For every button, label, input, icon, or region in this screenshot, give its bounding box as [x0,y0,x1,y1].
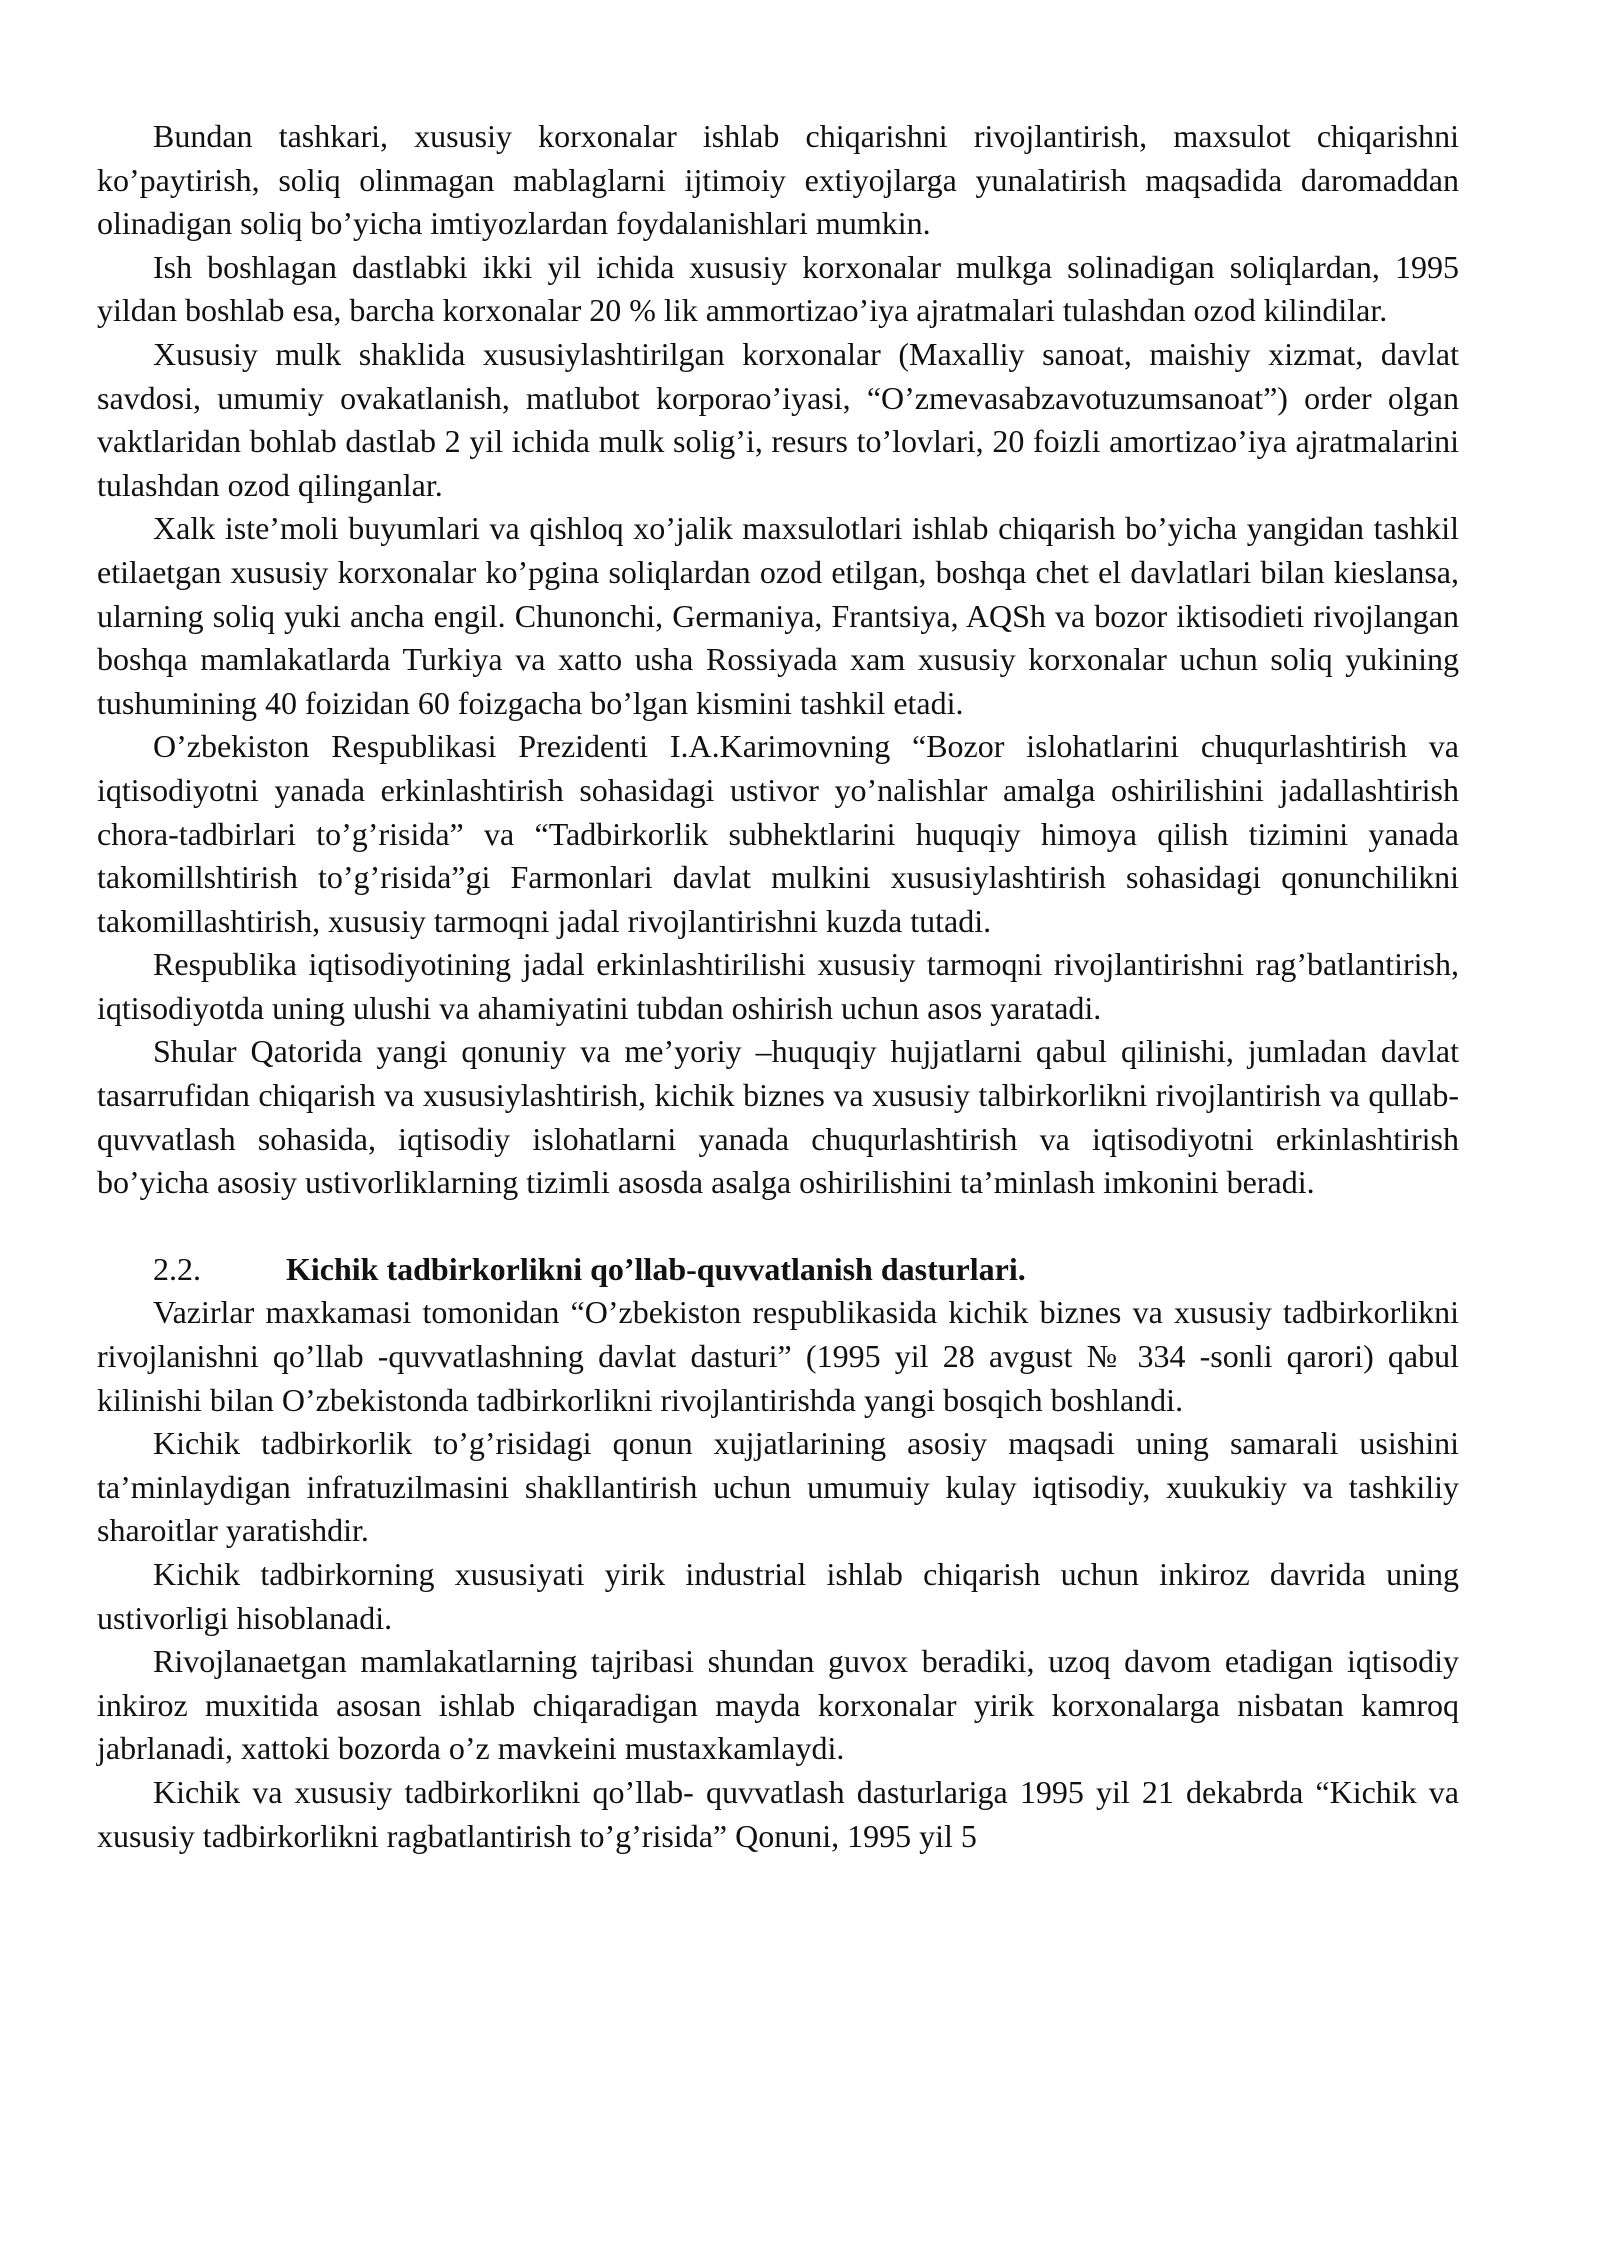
paragraph: O’zbekiston Respublikasi Prezidenti I.A.Karimovning “Bozor islohatlarini chuqurlashtirish va iqtisodiyotni yanada erkinlashtirish sohasidagi ustivor yo’nalishlar amalga oshirilishini jadallashtirish chora-tadbirlari to’g’risida” va “Tadbirkorlik subhektlarini huquqiy himoya qilish tizimini yanada takomillshtirish to’g’risida”gi Farmonlari davlat mulkini xususiylashtirish sohasidagi qonunchilikni takomillashtirish, xususiy tarmoqni jadal rivojlantirishni kuzda tutadi. [97,728,1459,939]
paragraph: Kichik tadbirkorning xususiyati yirik industrial ishlab chiqarish uchun inkiroz davrida uning ustivorligi hisoblanadi. [97,1556,1459,1636]
paragraph: Respublika iqtisodiyotining jadal erkinlashtirilishi xususiy tarmoqni rivojlantirishni rag’batlantirish, iqtisodiyotda uning ulushi va ahamiyatini tubdan oshirish uchun asos yaratadi. [97,946,1459,1026]
paragraph: Vazirlar maxkamasi tomonidan “O’zbekiston respublikasida kichik biznes va xususiy tadbirkorlikni rivojlanishni qo’llab -quvvatlashning davlat dasturi” (1995 yil 28 avgust № 334 -sonli qarori) qabul kilinishi bilan O’zbekistonda tadbirkorlikni rivojlantirishda yangi bosqich boshlandi. [97,1294,1459,1418]
paragraph: Kichik tadbirkorlik to’g’risidagi qonun xujjatlarining asosiy maqsadi uning samarali usishini ta’minlaydigan infratuzilmasini shakllantirish uchun umumuiy kulay iqtisodiy, xuukukiy va tashkiliy sharoitlar yaratishdir. [97,1425,1459,1549]
paragraph: Ish boshlagan dastlabki ikki yil ichida xususiy korxonalar mulkga solinadigan soliqlardan, 1995 yildan boshlab esa, barcha korxonalar 20 % lik ammortizao’iya ajratmalari tulashdan ozod kilindilar. [97,248,1459,329]
paragraph: Kichik va xususiy tadbirkorlikni qo’llab- quvvatlash dasturlariga 1995 yil 21 dekabrda “Kichik va xususiy tadbirkorlikni ragbatlantirish to’g’risida” Qonuni, 1995 yil 5 [97,1773,1459,1854]
paragraph: Bundan tashkari, xususiy korxonalar ishlab chiqarishni rivojlantirish, maxsulot chiqarishni ko’paytirish, soliq olinmagan mablaglarni ijtimoiy extiyojlarga yunalatirish maqsadida daromaddan olinadigan soliq bo’yicha imtiyozlardan foydalanishlari mumkin. [97,118,1459,242]
document-page [97,115,1459,1858]
section-heading [97,1248,1459,1292]
section-number: 2.2. [153,1250,201,1287]
section-title: Kichik tadbirkorlikni qo’llab-quvvatlanish dasturlari. [286,1250,1026,1287]
paragraph: Shular Qatorida yangi qonuniy va me’yoriy –huquqiy hujjatlarni qabul qilinishi, jumladan davlat tasarrufidan chiqarish va xususiylashtirish, kichik biznes va xususiy talbirkorlikni rivojlantirish va qullab-quvvatlash sohasida, iqtisodiy islohatlarni yanada chuqurlashtirish va iqtisodiyotni erkinlashtirish bo’yicha asosiy ustivorliklarning tizimli asosda asalga oshirilishini ta’minlash imkonini beradi. [97,1033,1459,1201]
paragraph: Xalk iste’moli buyumlari va qishloq xo’jalik maxsulotlari ishlab chiqarish bo’yicha yangidan tashkil etilaetgan xususiy korxonalar ko’pgina soliqlardan ozod etilgan, boshqa chet el davlatlari bilan kieslansa, ularning soliq yuki ancha engil. Chunonchi, Germaniya, Frantsiya, AQSh va bozor iktisodieti rivojlangan boshqa mamlakatlarda Turkiya va xatto usha Rossiyada xam xususiy korxonalar uchun soliq yukining tushumining 40 foizidan 60 foizgacha bo’lgan kismini tashkil etadi. [97,510,1459,721]
paragraph: Rivojlanaetgan mamlakatlarning tajribasi shundan guvox beradiki, uzoq davom etadigan iqtisodiy inkiroz muxitida asosan ishlab chiqaradigan mayda korxonalar yirik korxonalarga nisbatan kamroq jabrlanadi, xattoki bozorda o’z mavkeini mustaxkamlaydi. [97,1643,1459,1767]
paragraph: Xususiy mulk shaklida xususiylashtirilgan korxonalar (Maxalliy sanoat, maishiy xizmat, davlat savdosi, umumiy ovakatlanish, matlubot korporao’iyasi, “O’zmevasabzavotuzumsanoat”) order olgan vaktlaridan bohlab dastlab 2 yil ichida mulk solig’i, resurs to’lovlari, 20 foizli amortizao’iya ajratmalarini tulashdan ozod qilinganlar. [97,335,1459,503]
